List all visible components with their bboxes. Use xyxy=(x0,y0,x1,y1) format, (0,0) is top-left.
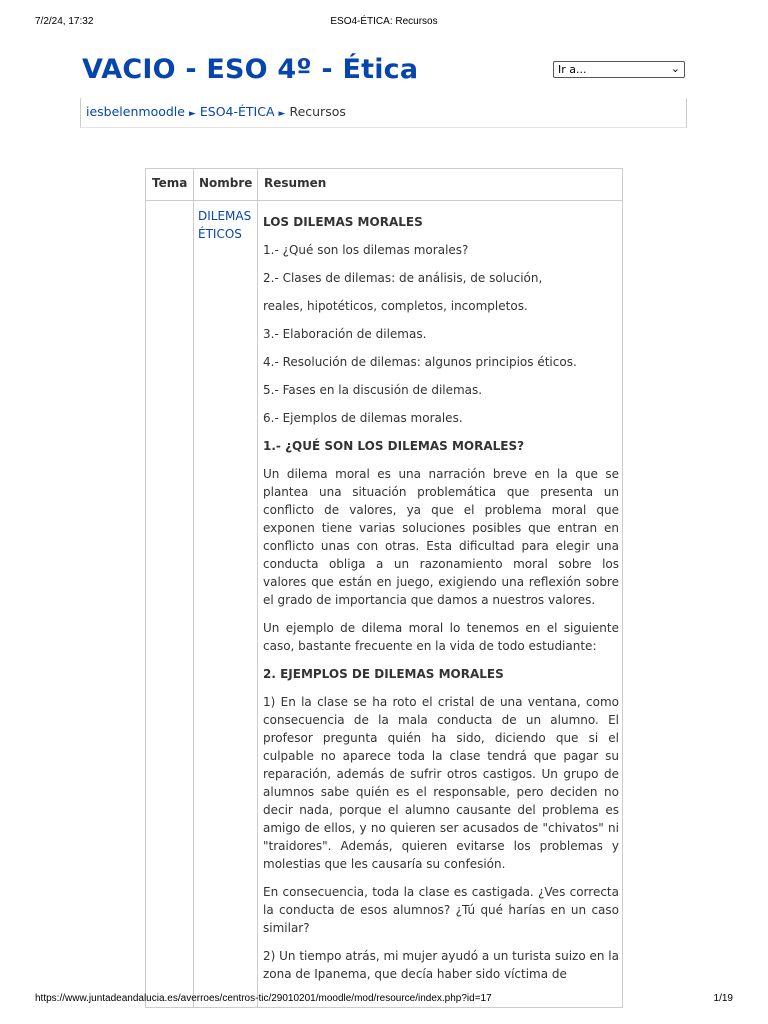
summary-paragraph: Un ejemplo de dilema moral lo tenemos en el siguiente caso, bastante frecuente en la vida de todo estudiante: xyxy=(263,621,619,653)
resource-link-dilemas-eticos[interactable] xyxy=(198,207,256,243)
jump-to-select-value: Ir a... xyxy=(558,63,587,76)
summary-line: 5.- Fases en la discusión de dilemas. xyxy=(263,383,483,397)
summary-line: 4.- Resolución de dilemas: algunos principios éticos. xyxy=(263,355,577,369)
summary-line: 1.- ¿Qué son los dilemas morales? xyxy=(263,243,469,257)
breadcrumb-home-link[interactable]: iesbelenmoodle xyxy=(86,104,185,119)
breadcrumb-current: Recursos xyxy=(289,104,346,119)
summary-heading: 2. EJEMPLOS DE DILEMAS MORALES xyxy=(263,667,504,681)
summary-paragraph: 2) Un tiempo atrás, mi mujer ayudó a un turista suizo en la zona de Ipanema, que decía haber sido víctima de xyxy=(263,949,619,981)
jump-to-select[interactable] xyxy=(553,61,685,78)
resource-summary xyxy=(263,213,619,993)
resources-table xyxy=(145,168,623,1008)
summary-line: 6.- Ejemplos de dilemas morales. xyxy=(263,411,463,425)
summary-paragraph: En consecuencia, toda la clase es castigada. ¿Ves correcta la conducta de esos alumnos? ¿Tú qué harías en un caso similar? xyxy=(263,885,619,935)
site-title[interactable]: VACIO - ESO 4º - Ética xyxy=(82,54,419,85)
summary-paragraph: 1) En la clase se ha roto el cristal de una ventana, como consecuencia de la mala conducta de un alumno. El profesor pregunta quién ha sido, diciendo que si el culpable no aparece toda la clase tendrá que pagar su reparación, además de sufrir otros castigos. Un grupo de alumnos sabe quién es el responsable, pero deciden no decir nada, porque el alumno causante del problema es amigo de ellos, y no quieren ser acusados de "chivatos" ni "traidores". Además, quieren evitarse los problemas y molestias que les causaría su confesión. xyxy=(263,695,619,871)
breadcrumb-separator-icon: ► xyxy=(278,109,286,119)
summary-heading: LOS DILEMAS MORALES xyxy=(263,215,423,229)
summary-line: 3.- Elaboración de dilemas. xyxy=(263,327,427,341)
breadcrumb xyxy=(86,104,346,119)
column-header-resumen: Resumen xyxy=(264,176,327,190)
column-divider xyxy=(193,169,194,1007)
resource-link-line: ÉTICOS xyxy=(198,227,242,241)
breadcrumb-separator-icon: ► xyxy=(188,109,196,119)
print-page-number: 1/19 xyxy=(713,993,733,1004)
breadcrumb-course-link[interactable]: ESO4-ÉTICA xyxy=(199,104,275,119)
table-header-row xyxy=(146,169,622,201)
print-url: https://www.juntadeandalucia.es/averroes/centros-tic/29010201/moodle/mod/resource/index.php?id=17 xyxy=(35,993,492,1004)
column-header-nombre: Nombre xyxy=(199,176,253,190)
column-header-tema: Tema xyxy=(152,176,188,190)
resource-link-line: DILEMAS xyxy=(198,209,252,223)
summary-paragraph: Un dilema moral es una narración breve en la que se plantea una situación problemática que presenta un conflicto de valores, ya que el problema moral que exponen tiene varias soluciones posibles que entran en conflicto unas con otras. Esta dificultad para elegir una conducta obliga a un razonamiento moral sobre los valores que están en juego, exigiendo una reflexión sobre el grado de importancia que damos a nuestros valores. xyxy=(263,467,619,607)
chevron-down-icon: ⌄ xyxy=(670,62,680,75)
summary-heading: 1.- ¿QUÉ SON LOS DILEMAS MORALES? xyxy=(263,439,525,453)
summary-line: 2.- Clases de dilemas: de análisis, de solución, xyxy=(263,271,543,285)
print-datetime: 7/2/24, 17:32 xyxy=(35,16,94,27)
print-document-title: ESO4-ÉTICA: Recursos xyxy=(330,16,438,27)
column-divider xyxy=(257,169,258,1007)
summary-line: reales, hipotéticos, completos, incompletos. xyxy=(263,299,528,313)
